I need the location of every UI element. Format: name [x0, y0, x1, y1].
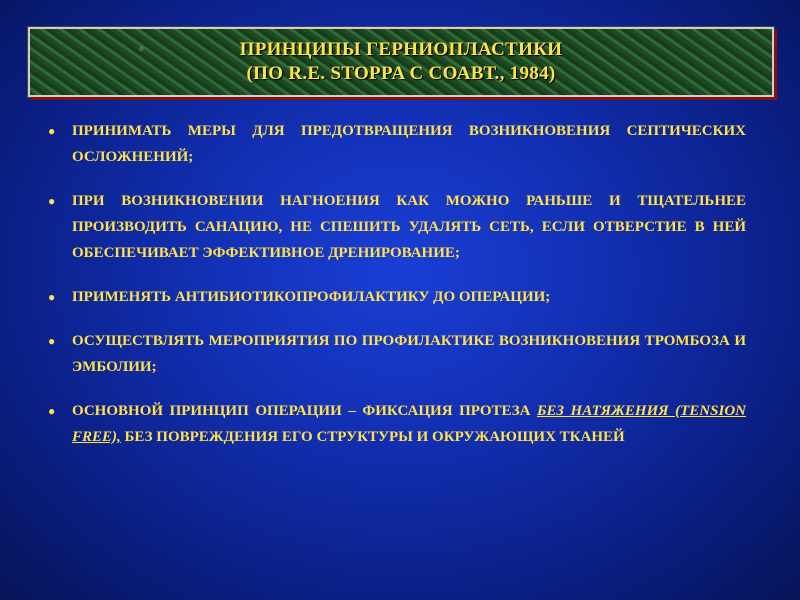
- list-item: [44, 188, 746, 266]
- list-item: [44, 398, 746, 450]
- bullet-icon: ●: [48, 290, 56, 304]
- list-item-text-end: БЕЗ ПОВРЕЖДЕНИЯ ЕГО СТРУКТУРЫ И ОКРУЖАЮЩИХ ТКАНЕЙ: [120, 429, 625, 445]
- list-item: [44, 284, 746, 310]
- list-item-text: ОСУЩЕСТВЛЯТЬ МЕРОПРИЯТИЯ ПО ПРОФИЛАКТИКЕ ВОЗНИКНОВЕНИЯ ТРОМБОЗА И ЭМБОЛИИ;: [72, 333, 746, 375]
- bullet-icon: ●: [48, 404, 56, 418]
- list-item-emphasis: БЕЗ НАТЯЖЕНИЯ (TENSION FREE),: [72, 403, 746, 445]
- title-line-1: ПРИНЦИПЫ ГЕРНИОПЛАСТИКИ: [239, 39, 563, 60]
- list-item-text: ПРИМЕНЯТЬ АНТИБИОТИКОПРОФИЛАКТИКУ ДО ОПЕРАЦИИ;: [72, 289, 551, 305]
- list-item: [44, 328, 746, 380]
- title-banner: [28, 27, 774, 97]
- title-line-2: (ПО R.E. STOPPA С СОАВТ., 1984): [246, 63, 556, 84]
- bullet-icon: ●: [48, 124, 56, 138]
- list-item-text-start: ОСНОВНОЙ ПРИНЦИП ОПЕРАЦИИ – ФИКСАЦИЯ ПРОТЕЗА: [72, 403, 538, 419]
- bullet-icon: ●: [48, 334, 56, 348]
- principles-list: [44, 118, 746, 468]
- list-item-text: ПРИ ВОЗНИКНОВЕНИИ НАГНОЕНИЯ КАК МОЖНО РАНЬШЕ И ТЩАТЕЛЬНЕЕ ПРОИЗВОДИТЬ САНАЦИЮ, НЕ СПЕШИТЬ УДАЛЯТЬ СЕТЬ, ЕСЛИ ОТВЕРСТИЕ В НЕЙ ОБЕСПЕЧИВАЕТ ЭФФЕКТИВНОЕ ДРЕНИРОВАНИЕ;: [72, 193, 746, 261]
- list-item: [44, 118, 746, 170]
- bullet-icon: ●: [48, 194, 56, 208]
- list-item-text: ПРИНИМАТЬ МЕРЫ ДЛЯ ПРЕДОТВРАЩЕНИЯ ВОЗНИКНОВЕНИЯ СЕПТИЧЕСКИХ ОСЛОЖНЕНИЙ;: [72, 123, 746, 165]
